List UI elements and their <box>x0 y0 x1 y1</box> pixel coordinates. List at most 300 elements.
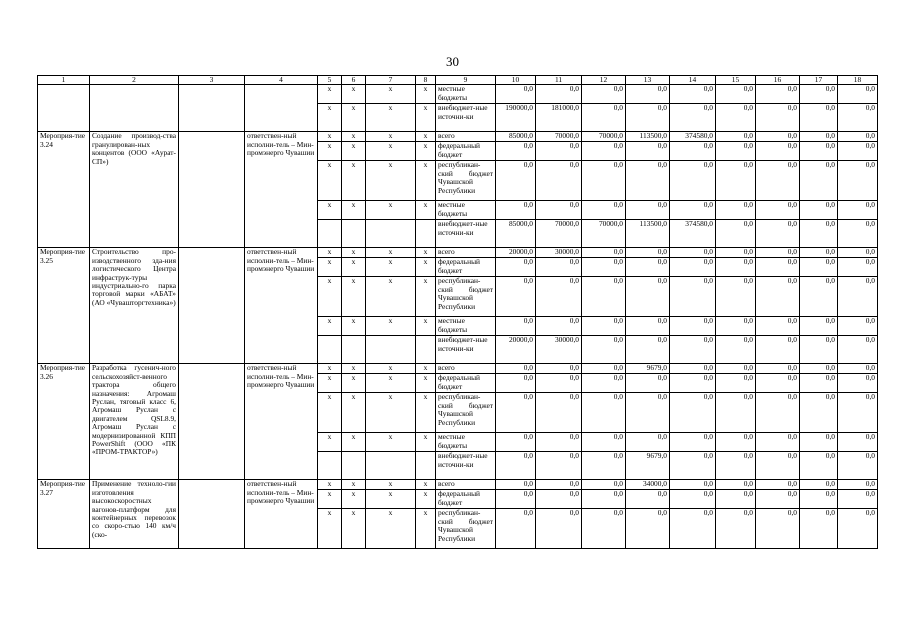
marker-cell: x <box>342 142 366 161</box>
empty-cell <box>179 132 245 248</box>
marker-cell: x <box>318 85 342 104</box>
amount-cell: 0,0 <box>838 452 878 480</box>
marker-cell: x <box>342 104 366 132</box>
marker-cell: x <box>366 317 416 336</box>
amount-cell: 0,0 <box>716 490 756 509</box>
amount-cell: 0,0 <box>626 161 670 201</box>
funding-source: всего <box>436 248 496 258</box>
marker-cell <box>416 220 436 248</box>
amount-cell: 0,0 <box>716 364 756 374</box>
empty-cell <box>90 85 179 132</box>
measure-executor: ответствен-ный исполни-тель – Мин-промэнерго Чувашии <box>245 364 318 480</box>
marker-cell: x <box>416 132 436 142</box>
amount-cell: 0,0 <box>716 452 756 480</box>
amount-cell: 0,0 <box>582 142 626 161</box>
amount-cell: 30000,0 <box>536 248 582 258</box>
amount-cell: 0,0 <box>838 104 878 132</box>
marker-cell: x <box>416 490 436 509</box>
amount-cell: 0,0 <box>716 220 756 248</box>
amount-cell: 0,0 <box>496 317 536 336</box>
amount-cell: 0,0 <box>626 258 670 277</box>
marker-cell: x <box>366 480 416 490</box>
amount-cell: 34000,0 <box>626 480 670 490</box>
amount-cell: 0,0 <box>582 277 626 317</box>
amount-cell: 0,0 <box>670 104 716 132</box>
funding-source: республикан-ский бюджет Чувашской Республики <box>436 277 496 317</box>
marker-cell: x <box>416 317 436 336</box>
marker-cell: x <box>416 248 436 258</box>
table-row <box>38 85 878 104</box>
amount-cell: 9679,0 <box>626 452 670 480</box>
funding-source: республикан-ский бюджет Чувашской Республики <box>436 393 496 433</box>
funding-source: внебюджет-ные источни-ки <box>436 104 496 132</box>
amount-cell: 0,0 <box>838 277 878 317</box>
amount-cell: 0,0 <box>496 433 536 452</box>
amount-cell: 0,0 <box>536 509 582 549</box>
column-number: 1 <box>38 76 90 85</box>
amount-cell: 0,0 <box>756 142 800 161</box>
marker-cell: x <box>342 258 366 277</box>
amount-cell: 0,0 <box>626 433 670 452</box>
column-number: 6 <box>342 76 366 85</box>
marker-cell <box>318 336 342 364</box>
marker-cell: x <box>416 480 436 490</box>
amount-cell: 0,0 <box>582 364 626 374</box>
amount-cell: 0,0 <box>756 277 800 317</box>
amount-cell: 0,0 <box>716 317 756 336</box>
marker-cell: x <box>318 509 342 549</box>
marker-cell <box>416 336 436 364</box>
column-number: 5 <box>318 76 342 85</box>
amount-cell: 0,0 <box>670 258 716 277</box>
marker-cell: x <box>318 433 342 452</box>
amount-cell: 0,0 <box>756 317 800 336</box>
funding-source: внебюджет-ные источни-ки <box>436 336 496 364</box>
marker-cell: x <box>342 490 366 509</box>
amount-cell: 0,0 <box>716 142 756 161</box>
amount-cell: 0,0 <box>670 433 716 452</box>
amount-cell: 0,0 <box>626 490 670 509</box>
amount-cell: 0,0 <box>536 277 582 317</box>
amount-cell: 0,0 <box>536 161 582 201</box>
amount-cell: 374580,0 <box>670 132 716 142</box>
measure-executor: ответствен-ный исполни-тель – Мин-промэнерго Чувашии <box>245 248 318 364</box>
amount-cell: 0,0 <box>756 161 800 201</box>
marker-cell: x <box>342 201 366 220</box>
amount-cell: 0,0 <box>536 364 582 374</box>
marker-cell: x <box>318 490 342 509</box>
measure-id: Мероприя-тие 3.26 <box>38 364 90 480</box>
funding-source: местные бюджеты <box>436 201 496 220</box>
amount-cell: 0,0 <box>716 336 756 364</box>
amount-cell: 0,0 <box>536 258 582 277</box>
program-measures-table <box>37 75 878 549</box>
amount-cell: 0,0 <box>800 509 838 549</box>
amount-cell: 0,0 <box>536 480 582 490</box>
column-number: 14 <box>670 76 716 85</box>
amount-cell: 0,0 <box>626 374 670 393</box>
marker-cell: x <box>366 161 416 201</box>
amount-cell: 0,0 <box>800 364 838 374</box>
column-number: 16 <box>756 76 800 85</box>
amount-cell: 0,0 <box>670 364 716 374</box>
amount-cell: 0,0 <box>670 317 716 336</box>
amount-cell: 0,0 <box>756 480 800 490</box>
measure-id: Мероприя-тие 3.24 <box>38 132 90 248</box>
amount-cell: 0,0 <box>838 220 878 248</box>
amount-cell: 0,0 <box>670 277 716 317</box>
amount-cell: 0,0 <box>670 161 716 201</box>
marker-cell <box>366 452 416 480</box>
amount-cell: 0,0 <box>756 490 800 509</box>
amount-cell: 0,0 <box>582 161 626 201</box>
amount-cell: 0,0 <box>800 317 838 336</box>
marker-cell: x <box>342 317 366 336</box>
empty-cell <box>179 248 245 364</box>
marker-cell: x <box>366 201 416 220</box>
funding-source: республикан-ский бюджет Чувашской Республики <box>436 161 496 201</box>
measure-id: Мероприя-тие 3.25 <box>38 248 90 364</box>
column-number: 4 <box>245 76 318 85</box>
amount-cell: 0,0 <box>800 336 838 364</box>
amount-cell: 0,0 <box>838 248 878 258</box>
marker-cell: x <box>318 161 342 201</box>
amount-cell: 0,0 <box>716 201 756 220</box>
amount-cell: 0,0 <box>800 104 838 132</box>
marker-cell <box>342 220 366 248</box>
amount-cell: 0,0 <box>838 364 878 374</box>
amount-cell: 0,0 <box>838 132 878 142</box>
table-row <box>38 480 878 490</box>
marker-cell: x <box>318 201 342 220</box>
empty-cell <box>179 480 245 549</box>
marker-cell: x <box>318 317 342 336</box>
amount-cell: 0,0 <box>838 433 878 452</box>
amount-cell: 0,0 <box>716 374 756 393</box>
amount-cell: 0,0 <box>756 85 800 104</box>
marker-cell: x <box>416 85 436 104</box>
marker-cell: x <box>416 142 436 161</box>
amount-cell: 0,0 <box>800 452 838 480</box>
amount-cell: 0,0 <box>756 336 800 364</box>
marker-cell <box>366 220 416 248</box>
amount-cell: 0,0 <box>582 393 626 433</box>
marker-cell: x <box>318 132 342 142</box>
amount-cell: 0,0 <box>716 85 756 104</box>
amount-cell: 0,0 <box>496 161 536 201</box>
table-row <box>38 248 878 258</box>
column-number: 10 <box>496 76 536 85</box>
amount-cell: 0,0 <box>838 509 878 549</box>
empty-cell <box>38 85 90 132</box>
amount-cell: 0,0 <box>838 317 878 336</box>
amount-cell: 0,0 <box>800 480 838 490</box>
marker-cell: x <box>416 509 436 549</box>
column-number: 12 <box>582 76 626 85</box>
amount-cell: 0,0 <box>716 104 756 132</box>
marker-cell: x <box>318 258 342 277</box>
marker-cell: x <box>342 85 366 104</box>
amount-cell: 0,0 <box>496 364 536 374</box>
funding-source: всего <box>436 480 496 490</box>
amount-cell: 0,0 <box>838 85 878 104</box>
amount-cell: 0,0 <box>626 104 670 132</box>
amount-cell: 0,0 <box>800 220 838 248</box>
marker-cell: x <box>366 248 416 258</box>
column-number: 2 <box>90 76 179 85</box>
amount-cell: 0,0 <box>716 161 756 201</box>
amount-cell: 70000,0 <box>582 132 626 142</box>
amount-cell: 0,0 <box>582 336 626 364</box>
amount-cell: 0,0 <box>496 258 536 277</box>
amount-cell: 0,0 <box>670 201 716 220</box>
page-number: 30 <box>446 54 459 69</box>
marker-cell: x <box>318 374 342 393</box>
funding-source: местные бюджеты <box>436 317 496 336</box>
amount-cell: 0,0 <box>582 509 626 549</box>
empty-cell <box>179 364 245 480</box>
amount-cell: 70000,0 <box>536 132 582 142</box>
column-number: 15 <box>716 76 756 85</box>
amount-cell: 0,0 <box>582 201 626 220</box>
column-number: 3 <box>179 76 245 85</box>
amount-cell: 0,0 <box>496 490 536 509</box>
table-row <box>38 364 878 374</box>
marker-cell: x <box>342 480 366 490</box>
marker-cell: x <box>366 433 416 452</box>
funding-source: федеральный бюджет <box>436 258 496 277</box>
amount-cell: 0,0 <box>756 220 800 248</box>
amount-cell: 0,0 <box>670 374 716 393</box>
amount-cell: 0,0 <box>716 433 756 452</box>
marker-cell: x <box>366 490 416 509</box>
amount-cell: 85000,0 <box>496 132 536 142</box>
amount-cell: 0,0 <box>582 85 626 104</box>
amount-cell: 0,0 <box>626 201 670 220</box>
amount-cell: 0,0 <box>716 509 756 549</box>
amount-cell: 0,0 <box>670 452 716 480</box>
column-number: 9 <box>436 76 496 85</box>
amount-cell: 0,0 <box>496 277 536 317</box>
amount-cell: 70000,0 <box>582 220 626 248</box>
amount-cell: 0,0 <box>838 142 878 161</box>
marker-cell: x <box>342 161 366 201</box>
column-number: 13 <box>626 76 670 85</box>
amount-cell: 0,0 <box>496 452 536 480</box>
amount-cell: 0,0 <box>716 480 756 490</box>
amount-cell: 0,0 <box>800 132 838 142</box>
measure-id: Мероприя-тие 3.27 <box>38 480 90 549</box>
amount-cell: 0,0 <box>838 201 878 220</box>
funding-source: всего <box>436 132 496 142</box>
amount-cell: 0,0 <box>756 364 800 374</box>
funding-source: республикан-ский бюджет Чувашской Республики <box>436 509 496 549</box>
marker-cell: x <box>366 85 416 104</box>
amount-cell: 0,0 <box>536 201 582 220</box>
amount-cell: 0,0 <box>536 85 582 104</box>
amount-cell: 0,0 <box>670 509 716 549</box>
amount-cell: 0,0 <box>838 336 878 364</box>
marker-cell: x <box>366 509 416 549</box>
marker-cell <box>318 452 342 480</box>
marker-cell: x <box>366 258 416 277</box>
amount-cell: 0,0 <box>582 480 626 490</box>
amount-cell: 0,0 <box>800 433 838 452</box>
amount-cell: 0,0 <box>670 142 716 161</box>
marker-cell <box>366 336 416 364</box>
amount-cell: 0,0 <box>756 104 800 132</box>
marker-cell: x <box>366 104 416 132</box>
column-number: 7 <box>366 76 416 85</box>
amount-cell: 0,0 <box>838 161 878 201</box>
amount-cell: 0,0 <box>536 374 582 393</box>
marker-cell: x <box>318 364 342 374</box>
amount-cell: 0,0 <box>756 393 800 433</box>
marker-cell: x <box>342 393 366 433</box>
amount-cell: 0,0 <box>536 452 582 480</box>
amount-cell: 0,0 <box>670 480 716 490</box>
amount-cell: 0,0 <box>626 277 670 317</box>
funding-source: местные бюджеты <box>436 433 496 452</box>
amount-cell: 0,0 <box>800 161 838 201</box>
amount-cell: 0,0 <box>626 393 670 433</box>
marker-cell: x <box>318 277 342 317</box>
amount-cell: 0,0 <box>756 248 800 258</box>
amount-cell: 190000,0 <box>496 104 536 132</box>
marker-cell: x <box>342 132 366 142</box>
marker-cell: x <box>342 509 366 549</box>
amount-cell: 20000,0 <box>496 336 536 364</box>
marker-cell: x <box>416 393 436 433</box>
table-row <box>38 132 878 142</box>
amount-cell: 0,0 <box>582 490 626 509</box>
marker-cell: x <box>366 374 416 393</box>
amount-cell: 0,0 <box>626 248 670 258</box>
amount-cell: 20000,0 <box>496 248 536 258</box>
amount-cell: 0,0 <box>800 393 838 433</box>
amount-cell: 0,0 <box>536 142 582 161</box>
amount-cell: 0,0 <box>670 85 716 104</box>
amount-cell: 0,0 <box>716 132 756 142</box>
measure-title: Строительство про-изводственного зда-ния логистического Центра инфраструк-туры индустриально-го парка торговой марки «АБАТ» (АО «Чувашторгтехника») <box>90 248 179 364</box>
funding-source: всего <box>436 364 496 374</box>
marker-cell: x <box>416 433 436 452</box>
amount-cell: 0,0 <box>756 509 800 549</box>
amount-cell: 0,0 <box>496 393 536 433</box>
amount-cell: 0,0 <box>756 433 800 452</box>
amount-cell: 0,0 <box>536 490 582 509</box>
amount-cell: 0,0 <box>756 201 800 220</box>
measure-title: Разработка гусенич-ного сельскохозяйст-венного трактора общего назначения: Агромаш Руслан, тяговый класс 6, Агромаш Руслан с двигателем QSL8.9, Агромаш Руслан с модернизированной КПП PowerShift (ООО «ПК «ПРОМ-ТРАКТОР») <box>90 364 179 480</box>
amount-cell: 0,0 <box>626 317 670 336</box>
funding-source: федеральный бюджет <box>436 142 496 161</box>
amount-cell: 0,0 <box>838 480 878 490</box>
amount-cell: 0,0 <box>716 393 756 433</box>
amount-cell: 0,0 <box>626 336 670 364</box>
marker-cell: x <box>366 132 416 142</box>
amount-cell: 113500,0 <box>626 132 670 142</box>
amount-cell: 181000,0 <box>536 104 582 132</box>
amount-cell: 0,0 <box>800 142 838 161</box>
marker-cell: x <box>416 258 436 277</box>
marker-cell <box>342 452 366 480</box>
amount-cell: 0,0 <box>496 142 536 161</box>
amount-cell: 0,0 <box>756 374 800 393</box>
amount-cell: 0,0 <box>626 142 670 161</box>
amount-cell: 0,0 <box>626 509 670 549</box>
marker-cell: x <box>342 433 366 452</box>
marker-cell: x <box>342 277 366 317</box>
empty-cell <box>245 85 318 132</box>
funding-source: внебюджет-ные источни-ки <box>436 220 496 248</box>
amount-cell: 0,0 <box>626 85 670 104</box>
marker-cell <box>342 336 366 364</box>
amount-cell: 113500,0 <box>626 220 670 248</box>
amount-cell: 0,0 <box>536 317 582 336</box>
amount-cell: 0,0 <box>838 258 878 277</box>
column-number: 8 <box>416 76 436 85</box>
amount-cell: 0,0 <box>670 490 716 509</box>
amount-cell: 0,0 <box>496 374 536 393</box>
marker-cell: x <box>366 393 416 433</box>
marker-cell: x <box>416 364 436 374</box>
amount-cell: 0,0 <box>800 85 838 104</box>
marker-cell: x <box>366 277 416 317</box>
marker-cell: x <box>342 248 366 258</box>
amount-cell: 0,0 <box>756 132 800 142</box>
amount-cell: 30000,0 <box>536 336 582 364</box>
amount-cell: 85000,0 <box>496 220 536 248</box>
amount-cell: 0,0 <box>536 433 582 452</box>
marker-cell <box>318 220 342 248</box>
marker-cell: x <box>318 142 342 161</box>
marker-cell: x <box>366 364 416 374</box>
amount-cell: 0,0 <box>800 258 838 277</box>
marker-cell: x <box>318 104 342 132</box>
amount-cell: 0,0 <box>716 258 756 277</box>
amount-cell: 374580,0 <box>670 220 716 248</box>
funding-source: федеральный бюджет <box>436 374 496 393</box>
amount-cell: 0,0 <box>582 248 626 258</box>
amount-cell: 0,0 <box>800 277 838 317</box>
funding-source: внебюджет-ные источни-ки <box>436 452 496 480</box>
amount-cell: 0,0 <box>582 104 626 132</box>
amount-cell: 0,0 <box>838 393 878 433</box>
amount-cell: 0,0 <box>756 452 800 480</box>
marker-cell: x <box>416 104 436 132</box>
amount-cell: 0,0 <box>582 374 626 393</box>
amount-cell: 0,0 <box>582 452 626 480</box>
marker-cell: x <box>318 393 342 433</box>
marker-cell: x <box>416 161 436 201</box>
measure-executor: ответствен-ный исполни-тель – Мин-промэнерго Чувашии <box>245 132 318 248</box>
amount-cell: 0,0 <box>670 336 716 364</box>
column-number: 11 <box>536 76 582 85</box>
amount-cell: 0,0 <box>716 277 756 317</box>
amount-cell: 0,0 <box>670 248 716 258</box>
marker-cell: x <box>416 277 436 317</box>
amount-cell: 0,0 <box>716 248 756 258</box>
marker-cell: x <box>318 480 342 490</box>
marker-cell <box>416 452 436 480</box>
amount-cell: 0,0 <box>756 258 800 277</box>
marker-cell: x <box>416 201 436 220</box>
marker-cell: x <box>366 142 416 161</box>
amount-cell: 0,0 <box>800 490 838 509</box>
amount-cell: 0,0 <box>800 374 838 393</box>
marker-cell: x <box>342 374 366 393</box>
empty-cell <box>179 85 245 132</box>
